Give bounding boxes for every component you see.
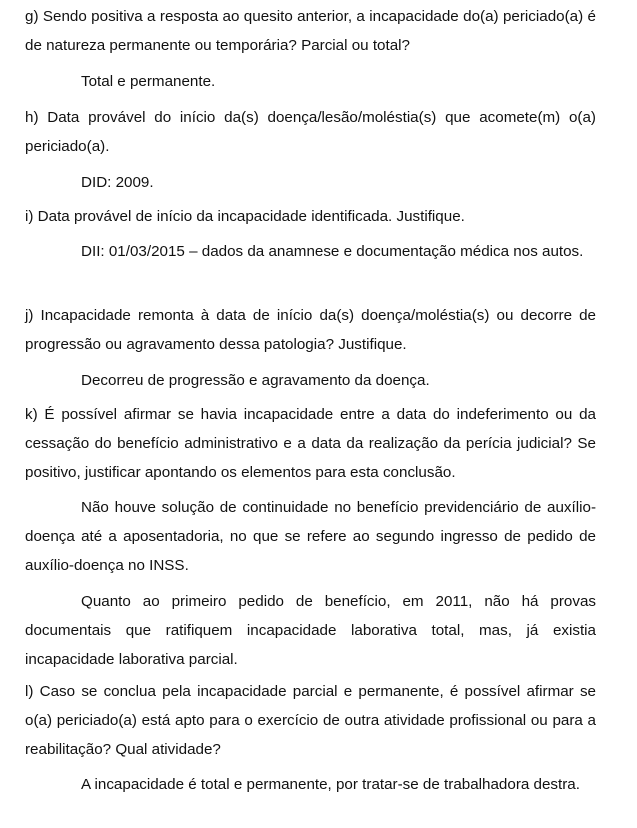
question-j: j) Incapacidade remonta à data de início da(s) doença/moléstia(s) ou decorre de progressão ou agravamento dessa patologia? Justifique. (25, 307, 596, 353)
answer-k-paragraph-1: Não houve solução de continuidade no benefício previdenciário de auxílio-doença até a aposentadoria, no que se refere ao segundo ingresso de pedido de auxílio-doença no INSS. (25, 499, 596, 574)
answer-k-paragraph-2: Quanto ao primeiro pedido de benefício, em 2011, não há provas documentais que ratifiquem incapacidade laborativa total, mas, já existia incapacidade laborativa parcial. (25, 593, 596, 668)
answer-h: DID: 2009. (81, 174, 154, 191)
question-g: g) Sendo positiva a resposta ao quesito anterior, a incapacidade do(a) periciado(a) é de natureza permanente ou temporária? Parcial ou total? (25, 8, 596, 54)
answer-l: A incapacidade é total e permanente, por tratar-se de trabalhadora destra. (81, 776, 580, 793)
answer-g: Total e permanente. (81, 73, 216, 90)
answer-j: Decorreu de progressão e agravamento da doença. (81, 372, 430, 389)
question-h: h) Data provável do início da(s) doença/lesão/moléstia(s) que acomete(m) o(a) periciado(a). (25, 109, 596, 155)
answer-i: DII: 01/03/2015 – dados da anamnese e documentação médica nos autos. (81, 243, 584, 260)
question-l: l) Caso se conclua pela incapacidade parcial e permanente, é possível afirmar se o(a) periciado(a) está apto para o exercício de outra atividade profissional ou para a reabilitação? Qual atividade? (25, 683, 596, 758)
question-i: i) Data provável de início da incapacidade identificada. Justifique. (25, 208, 465, 225)
question-k: k) É possível afirmar se havia incapacidade entre a data do indeferimento ou da cessação do benefício administrativo e a data da realização da perícia judicial? Se positivo, justificar apontando os elementos para esta conclusão. (25, 406, 596, 481)
